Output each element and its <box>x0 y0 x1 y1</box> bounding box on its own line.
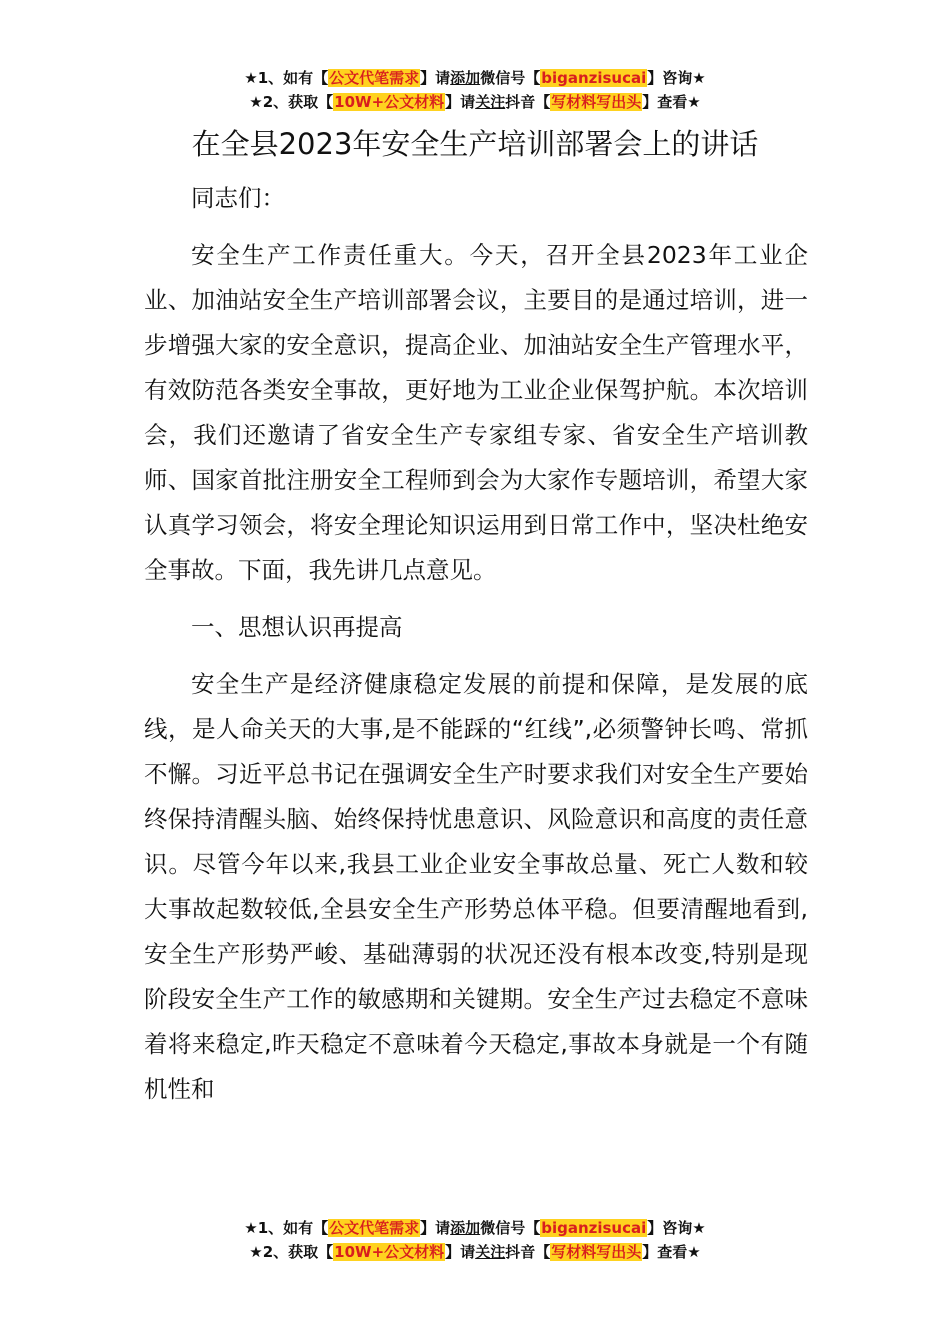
banner-text: 】咨询 <box>647 69 693 87</box>
banner-text: 微信号【 <box>480 1219 541 1237</box>
banner-text: 2、获取【 <box>262 93 334 111</box>
emphasis-add: 添加 <box>450 69 481 87</box>
emphasis-follow: 关注 <box>475 1243 506 1261</box>
highlight-douyin-account: 写材料写出头 <box>551 93 642 111</box>
banner-text: 】请 <box>420 1219 451 1237</box>
highlight-wechat-id: biganzisucai <box>541 69 647 87</box>
paragraph-section-1: 安全生产是经济健康稳定发展的前提和保障，是发展的底线，是人命关天的大事,是不能踩的“红线”,必须警钟长鸣、常抓不懈。习近平总书记在强调安全生产时要求我们对安全生产要始终保持清醒头脑、始终保持忧患意识、风险意识和高度的责任意识。尽管今年以来,我县工业企业安全事故总量、死亡人数和较大事故起数较低,全县安全生产形势总体平稳。但要清醒地看到,安全生产形势严峻、基础薄弱的状况还没有根本改变,特别是现阶段安全生产工作的敏感期和关键期。安全生产过去稳定不意味着将来稳定,昨天稳定不意味着今天稳定,事故本身就是一个有随机性和 <box>144 670 808 1103</box>
emphasis-add: 添加 <box>450 1219 481 1237</box>
banner-text: 】请 <box>445 93 476 111</box>
document-title: 在全县2023年安全生产培训部署会上的讲话 <box>191 127 759 161</box>
star-icon: ★ <box>249 93 263 111</box>
header-banner <box>0 66 950 114</box>
highlight-materials: 10W+公文材料 <box>334 93 445 111</box>
star-icon: ★ <box>687 93 701 111</box>
footer-banner-line-1 <box>0 1216 950 1240</box>
banner-text: 】请 <box>420 69 451 87</box>
highlight-materials: 10W+公文材料 <box>334 1243 445 1261</box>
highlight-ghostwriting-service: 公文代笔需求 <box>329 1219 420 1237</box>
paragraph-intro: 安全生产工作责任重大。今天，召开全县2023年工业企业、加油站安全生产培训部署会议，主要目的是通过培训，进一步增强大家的安全意识，提高企业、加油站安全生产管理水平，有效防范各类安全事故，更好地为工业企业保驾护航。本次培训会，我们还邀请了省安全生产专家组专家、省安全生产培训教师、国家首批注册安全工程师到会为大家作专题培训，希望大家认真学习领会，将安全理论知识运用到日常工作中，坚决杜绝安全事故。下面，我先讲几点意见。 <box>144 241 808 584</box>
highlight-wechat-id: biganzisucai <box>541 1219 647 1237</box>
footer-banner-line-2 <box>0 1240 950 1264</box>
salutation: 同志们： <box>191 184 285 212</box>
banner-text: 】查看 <box>642 93 688 111</box>
banner-text: 微信号【 <box>480 69 541 87</box>
star-icon: ★ <box>692 69 706 87</box>
banner-text: 2、获取【 <box>262 1243 334 1261</box>
banner-text: 抖音【 <box>505 93 551 111</box>
emphasis-follow: 关注 <box>475 93 506 111</box>
banner-text: 】查看 <box>642 1243 688 1261</box>
document-body <box>144 176 808 1112</box>
header-banner-line-1 <box>0 66 950 90</box>
banner-text: 1、如有【 <box>257 1219 329 1237</box>
banner-text: 1、如有【 <box>257 69 329 87</box>
star-icon: ★ <box>244 69 258 87</box>
footer-banner <box>0 1216 950 1264</box>
star-icon: ★ <box>687 1243 701 1261</box>
section-heading-1: 一、思想认识再提高 <box>191 613 403 641</box>
highlight-douyin-account: 写材料写出头 <box>551 1243 642 1261</box>
star-icon: ★ <box>249 1243 263 1261</box>
header-banner-line-2 <box>0 90 950 114</box>
banner-text: 抖音【 <box>505 1243 551 1261</box>
highlight-ghostwriting-service: 公文代笔需求 <box>329 69 420 87</box>
banner-text: 】咨询 <box>647 1219 693 1237</box>
star-icon: ★ <box>244 1219 258 1237</box>
banner-text: 】请 <box>445 1243 476 1261</box>
star-icon: ★ <box>692 1219 706 1237</box>
